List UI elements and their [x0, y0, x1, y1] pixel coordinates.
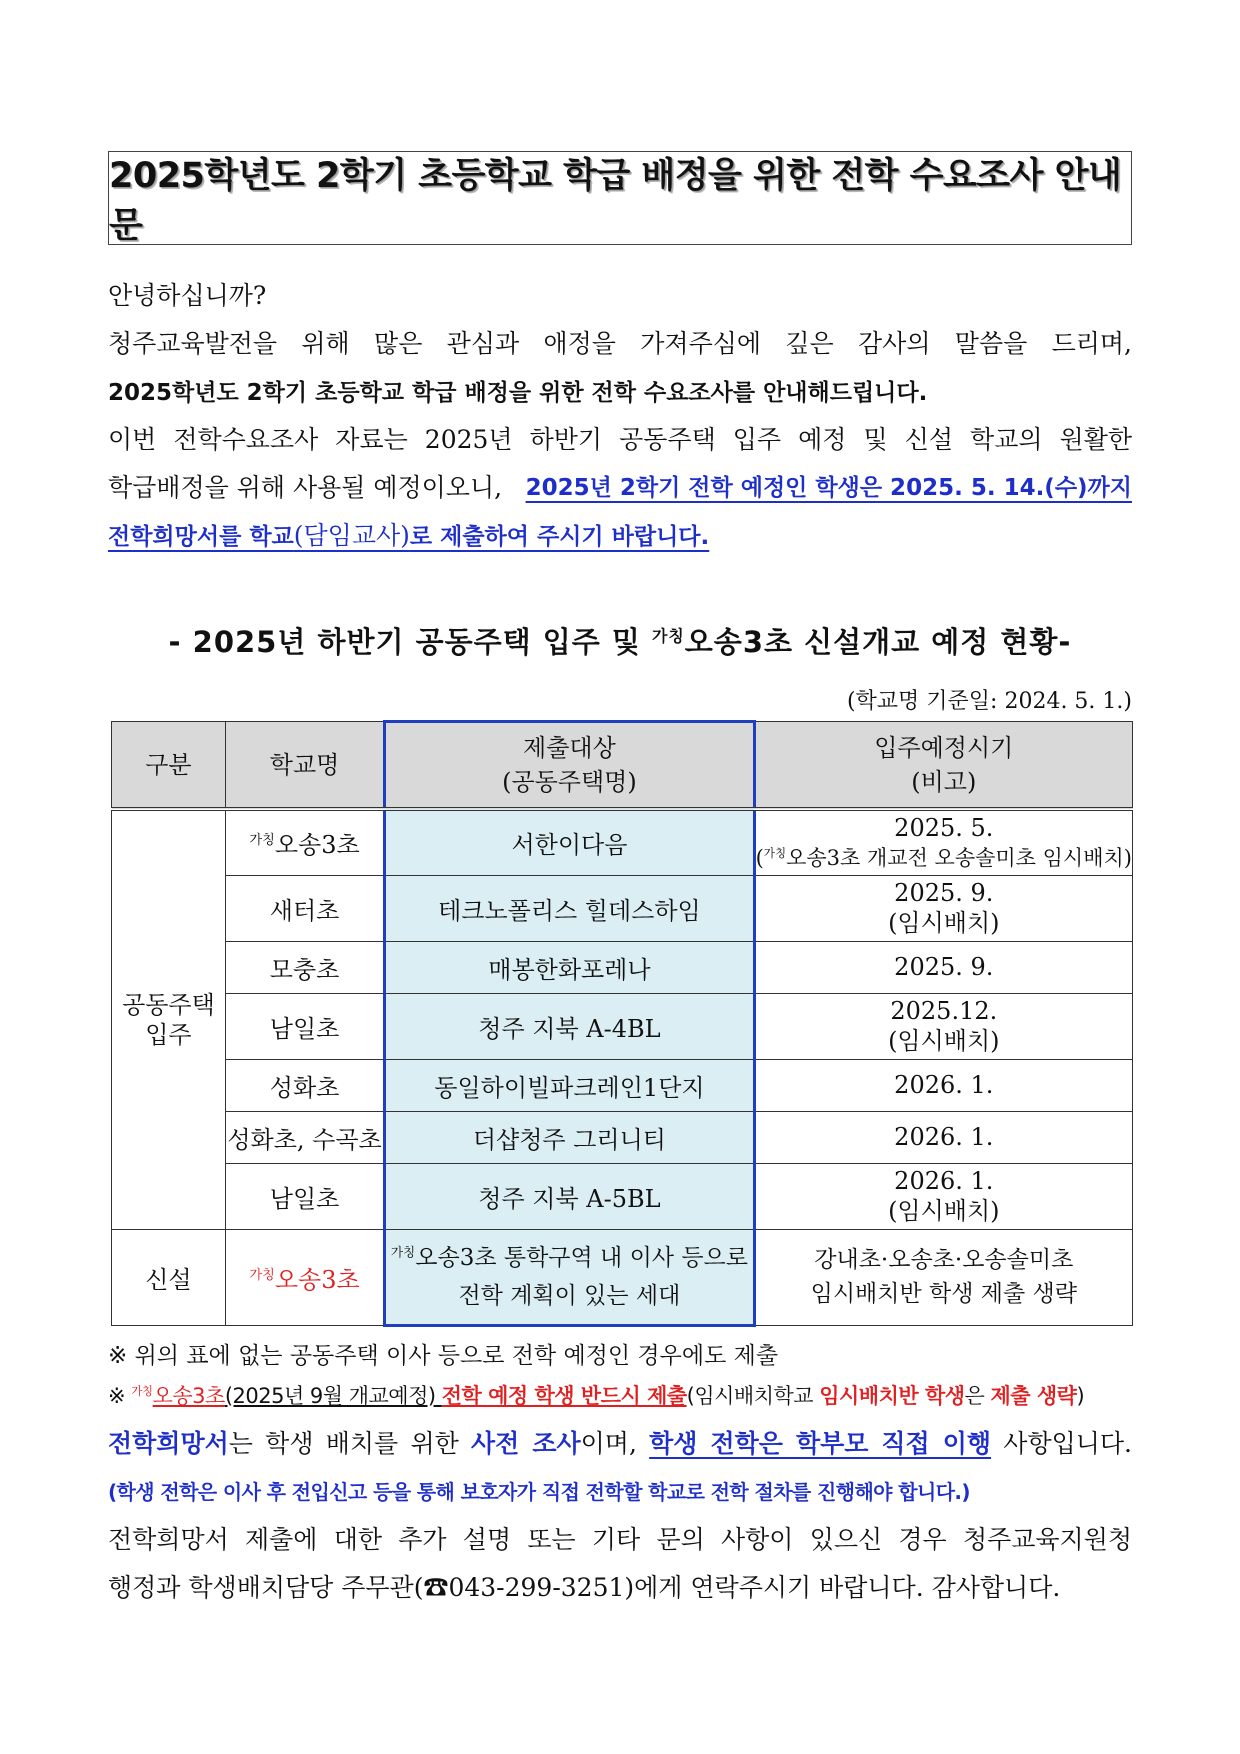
group-new: 신설	[112, 1229, 226, 1325]
note-2-e: 임시배치반 학생	[819, 1384, 965, 1408]
intro-line-5-b: 로 제출하여 주시기 바랍니다.	[409, 524, 710, 550]
intro-line-4-plain: 학급배정을 위해 사용될 예정이오니,	[108, 473, 503, 502]
header-target-1: 제출대상	[523, 734, 616, 762]
closing-2-text: (학생 전학은 이사 후 전입신고 등을 통해 보호자가 직접 전학할 학교로 전학 절차를 진행해야 합니다.)	[108, 1480, 970, 1504]
intro-line-5-plain: (담임교사)	[293, 521, 410, 550]
section-title-prefix: - 2025년 하반기 공동주택 입주 및	[168, 625, 652, 659]
closing-1-d: 이며,	[580, 1429, 650, 1458]
header-category: 구분	[112, 722, 226, 810]
target-sup: 가칭	[390, 1243, 416, 1259]
intro-line-3: 이번 전학수요조사 자료는 2025년 하반기 공동주택 입주 예정 및 신설 학교의 원활한	[108, 425, 1132, 454]
intro-line-2	[108, 368, 1132, 417]
table-row	[112, 1059, 1133, 1111]
basis-date-note: (학교명 기준일: 2024. 5. 1.)	[846, 689, 1132, 714]
closing-1-b: 는 학생 배치를 위한	[228, 1429, 472, 1458]
closing-1-c: 사전 조사	[471, 1429, 581, 1458]
school-cell: 성화초	[225, 1059, 384, 1111]
header-target-2: (공동주택명)	[502, 768, 637, 796]
table-row	[112, 875, 1133, 941]
target-cell: 테크노폴리스 힐데스하임	[385, 875, 754, 941]
table-row	[112, 1163, 1133, 1229]
period-cell	[754, 809, 1132, 875]
section-title-suffix: 오송3초 신설개교 예정 현황-	[684, 625, 1072, 659]
note-2-school: 오송3초	[152, 1384, 225, 1408]
period-cell: 2026. 1.	[754, 1111, 1132, 1163]
group-housing-line-1: 공동주택	[122, 990, 215, 1019]
group-housing	[112, 809, 226, 1229]
table-row-new-school	[112, 1229, 1133, 1325]
school-cell: 성화초, 수곡초	[225, 1111, 384, 1163]
header-school: 학교명	[225, 722, 384, 810]
target-cell: 더샵청주 그리니티	[385, 1111, 754, 1163]
closing-1-e: 학생 전학은 학부모 직접 이행	[649, 1429, 992, 1458]
period-line-2: 임시배치반 학생 제출 생략	[810, 1281, 1077, 1307]
schedule-table	[111, 720, 1133, 1327]
greeting: 안녕하십니까?	[108, 281, 267, 310]
school-cell: 남일초	[225, 993, 384, 1059]
closing-line-4: 행정과 학생배치담당 주무관(☎043-299-3251)에게 연락주시기 바랍니다. 감사합니다.	[108, 1573, 1061, 1602]
header-period-1: 입주예정시기	[874, 733, 1014, 762]
period-note-sup: 가칭	[763, 845, 787, 860]
table-row	[112, 809, 1133, 875]
note-2	[108, 1378, 1132, 1414]
table-row	[112, 1111, 1133, 1163]
target-line-2: 전학 계획이 있는 세대	[458, 1282, 681, 1309]
target-cell	[385, 1229, 754, 1325]
period-cell	[754, 1229, 1132, 1325]
table-header-row	[112, 722, 1133, 810]
document-title: 2025학년도 2학기 초등학교 학급 배정을 위한 전학 수요조사 안내문	[109, 156, 1122, 246]
closing-1-f: 사항입니다.	[991, 1429, 1132, 1458]
closing-line-1	[108, 1420, 1132, 1468]
closing-1-a: 전학희망서	[108, 1429, 229, 1458]
period-cell	[754, 875, 1132, 941]
note-2-f: 은	[964, 1384, 991, 1408]
header-target	[385, 722, 754, 810]
school-cell: 남일초	[225, 1163, 384, 1229]
target-line-1	[386, 1239, 752, 1277]
intro-line-4	[108, 464, 1132, 512]
note-2-sup: 가칭	[131, 1384, 153, 1398]
target-cell: 매봉한화포레나	[385, 941, 754, 993]
period-cell: 2026. 1.	[754, 1059, 1132, 1111]
school-sup: 가칭	[249, 833, 275, 849]
school-cell: 모충초	[225, 941, 384, 993]
period-value: 2025. 9.	[894, 879, 994, 907]
period-note: (임시배치)	[888, 909, 1000, 937]
school-cell	[225, 1229, 384, 1325]
closing-line-2	[108, 1468, 1132, 1516]
school-name: 오송3초	[274, 1265, 360, 1294]
period-value: 2025. 5.	[894, 813, 994, 842]
period-cell	[754, 1163, 1132, 1229]
intro-line-4-deadline: 2025년 2학기 전학 예정인 학생은 2025. 5. 14.(수)까지	[525, 475, 1132, 501]
school-name: 오송3초	[274, 831, 360, 860]
note-1: ※ 위의 표에 없는 공동주택 이사 등으로 전학 예정인 경우에도 제출	[108, 1343, 779, 1369]
period-line-1: 강내초·오송초·오송솔미초	[814, 1247, 1074, 1273]
intro-line-5-a: 전학희망서를 학교	[108, 524, 294, 550]
period-note: ($^{가칭}$오송3초 개교전 오송솔미초 임시배치)	[755, 845, 1132, 870]
target-cell: 청주 지북 A-5BL	[385, 1163, 754, 1229]
section-title	[108, 620, 1132, 661]
period-value: 2026. 1.	[894, 1167, 994, 1195]
header-period-2: (비고)	[911, 767, 977, 796]
group-housing-line-2: 입주	[145, 1020, 192, 1049]
target-cell: 서한이다음	[385, 809, 754, 875]
header-period	[754, 722, 1132, 810]
note-2-d: (임시배치학교	[686, 1384, 820, 1408]
period-cell	[754, 993, 1132, 1059]
intro-line-2-text: 2025학년도 2학기 초등학교 학급 배정을 위한 전학 수요조사를 안내해드립니다.	[108, 380, 928, 406]
note-2-h: )	[1076, 1384, 1085, 1408]
period-cell: 2025. 9.	[754, 941, 1132, 993]
note-2-open: (2025년 9월 개교예정)	[224, 1384, 442, 1408]
note-2-g: 제출 생략	[990, 1384, 1077, 1408]
period-value: 2025.12.	[890, 997, 998, 1025]
target-cell: 동일하이빌파크레인1단지	[385, 1059, 754, 1111]
intro-line-1: 청주교육발전을 위해 많은 관심과 애정을 가져주심에 깊은 감사의 말씀을 드리며,	[108, 329, 1132, 358]
period-note-text: 오송3초 개교전 오송솔미초 임시배치)	[786, 845, 1132, 870]
school-cell	[225, 809, 384, 875]
note-2-must: 전학 예정 학생 반드시 제출	[441, 1384, 687, 1408]
title-box	[108, 151, 1132, 245]
table-row	[112, 993, 1133, 1059]
intro-line-5	[108, 512, 1132, 561]
note-2-mark: ※	[108, 1384, 132, 1408]
period-note: (임시배치)	[888, 1197, 1000, 1225]
table-row	[112, 941, 1133, 993]
school-sup: 가칭	[249, 1267, 275, 1283]
school-cell: 새터초	[225, 875, 384, 941]
period-note: (임시배치)	[888, 1027, 1000, 1055]
target-cell: 청주 지북 A-4BL	[385, 993, 754, 1059]
closing-line-3: 전학희망서 제출에 대한 추가 설명 또는 기타 문의 사항이 있으신 경우 청주교육지원청	[108, 1525, 1132, 1554]
section-title-sup: 가칭	[652, 626, 685, 646]
target-text-1: 오송3초 통학구역 내 이사 등으로	[415, 1244, 748, 1271]
